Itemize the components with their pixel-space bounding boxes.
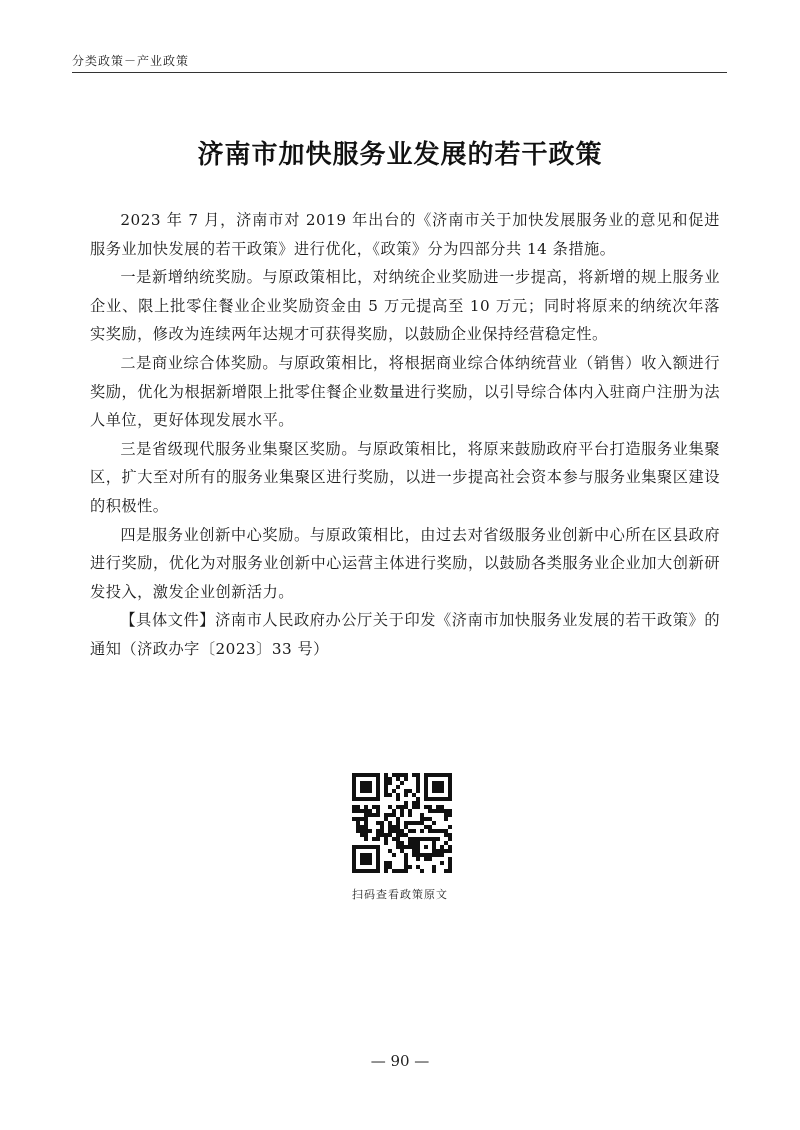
paragraph-point-1: 一是新增纳统奖励。与原政策相比，对纳统企业奖励进一步提高，将新增的规上服务业企业、限上批零住餐业企业奖励资金由 5 万元提高至 10 万元；同时将原来的纳统次年落实奖励，修改为连续两年达规才可获得奖励，以鼓励企业保持经营稳定性。 bbox=[90, 268, 720, 344]
paragraph-source-document: 【具体文件】济南市人民政府办公厅关于印发《济南市加快服务业发展的若干政策》的通知（济政办字〔2023〕33 号） bbox=[90, 611, 720, 658]
paragraph-intro: 2023 年 7 月，济南市对 2019 年出台的《济南市关于加快发展服务业的意见和促进服务业加快发展的若干政策》进行优化，《政策》分为四部分共 14 条措施。 bbox=[90, 211, 720, 258]
section-label: 分类政策－产业政策 bbox=[72, 54, 190, 68]
page-title: 济南市加快服务业发展的若干政策 bbox=[197, 140, 603, 170]
paragraph-point-4: 四是服务业创新中心奖励。与原政策相比，由过去对省级服务业创新中心所在区县政府进行奖励，优化为对服务业创新中心运营主体进行奖励，以鼓励各类服务业企业加大创新研发投入，激发企业创新活力。 bbox=[90, 525, 720, 601]
qr-code-graphic bbox=[352, 773, 452, 873]
paragraph-point-2: 二是商业综合体奖励。与原政策相比，将根据商业综合体纳统营业（销售）收入额进行奖励，优化为根据新增限上批零住餐企业数量进行奖励，以引导综合体内入驻商户注册为法人单位，更好体现发展水平。 bbox=[90, 353, 720, 430]
page-number: — 90 — bbox=[370, 1052, 430, 1070]
paragraph-point-3: 三是省级现代服务业集聚区奖励。与原政策相比，将原来鼓励政府平台打造服务业集聚区，扩大至对所有的服务业集聚区进行奖励，以进一步提高社会资本参与服务业集聚区建设的积极性。 bbox=[90, 439, 720, 515]
qr-caption: 扫码查看政策原文 bbox=[352, 888, 448, 901]
article-body bbox=[90, 206, 720, 664]
running-header bbox=[72, 52, 727, 73]
qr-code-icon[interactable] bbox=[352, 773, 452, 873]
